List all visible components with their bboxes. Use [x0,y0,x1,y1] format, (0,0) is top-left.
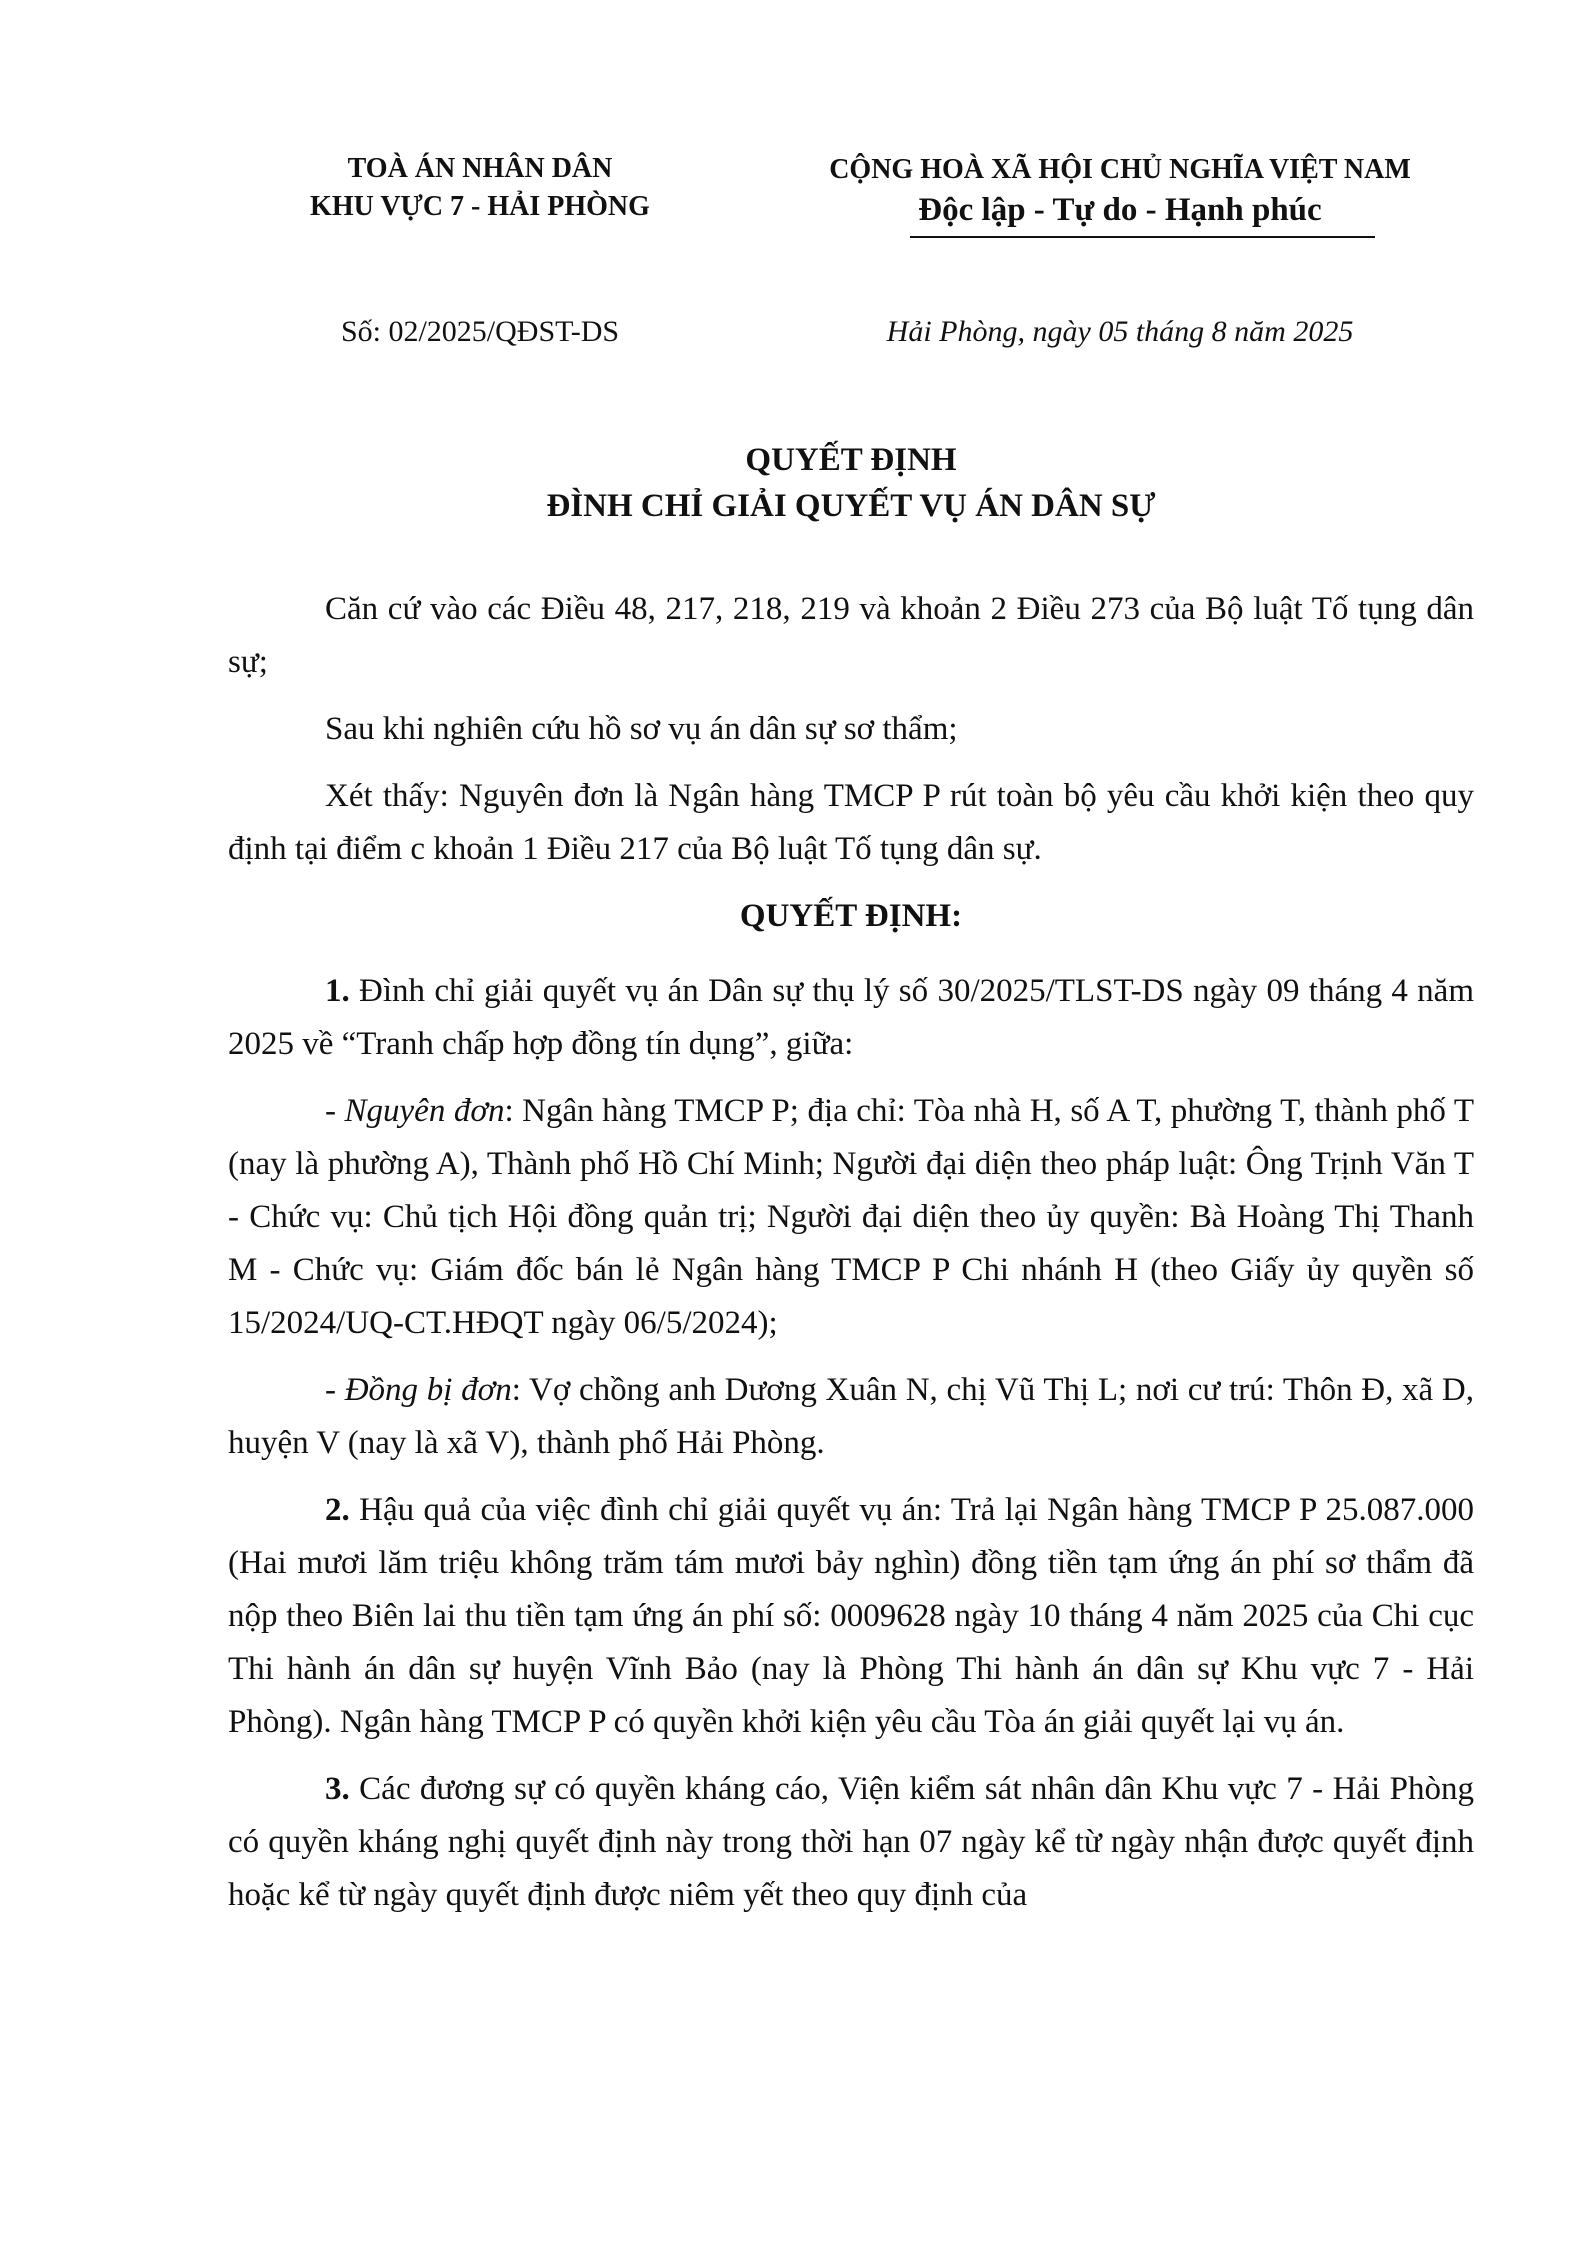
court-region: KHU VỰC 7 - HẢI PHÒNG [310,191,650,222]
decision-item-3 [228,1763,1474,1922]
national-motto: Độc lập - Tự do - Hạnh phúc [918,192,1322,228]
defendant-details: : Vợ chồng anh Dương Xuân N, chị Vũ Thị L; nơi cư trú: Thôn Đ, xã D, huyện V (nay là xã V), thành phố Hải Phòng. [228,1372,1474,1461]
national-header [770,150,1470,230]
nation-name: CỘNG HOÀ XÃ HỘI CHỦ NGHĨA VIỆT NAM [829,154,1411,185]
dash: - [325,1372,345,1408]
document-body [228,583,1474,1936]
item-text: Đình chỉ giải quyết vụ án Dân sự thụ lý số 30/2025/TLST-DS ngày 09 tháng 4 năm 2025 về “Tranh chấp hợp đồng tín dụng”, giữa: [228,973,1474,1062]
item-number: 3. [325,1771,350,1807]
plaintiff-paragraph [228,1085,1474,1350]
motto-underline [910,236,1375,238]
defendant-paragraph [228,1364,1474,1470]
document-title [228,437,1474,529]
plaintiff-label: Nguyên đơn [344,1093,505,1129]
place-date: Hải Phòng, ngày 05 tháng 8 năm 2025 [886,315,1354,348]
item-text: Hậu quả của việc đình chỉ giải quyết vụ án: Trả lại Ngân hàng TMCP P 25.087.000 (Hai mươi lăm triệu không trăm tám mươi bảy nghìn) đồng tiền tạm ứng án phí sơ thẩm đã nộp theo Biên lai thu tiền tạm ứng án phí số: 0009628 ngày 10 tháng 4 năm 2025 của Chi cục Thi hành án dân sự huyện Vĩnh Bảo (nay là Phòng Thi hành án dân sự Khu vực 7 - Hải Phòng). Ngân hàng TMCP P có quyền khởi kiện yêu cầu Tòa án giải quyết lại vụ án. [228,1492,1474,1740]
reference-number: Số: 02/2025/QĐST-DS [340,315,620,348]
plaintiff-details: : Ngân hàng TMCP P; địa chỉ: Tòa nhà H, số A T, phường T, thành phố T (nay là phường A), Thành phố Hồ Chí Minh; Người đại diện theo pháp luật: Ông Trịnh Văn T - Chức vụ: Chủ tịch Hội đồng quản trị; Người đại diện theo ủy quyền: Bà Hoàng Thị Thanh M - Chức vụ: Giám đốc bán lẻ Ngân hàng TMCP P Chi nhánh H (theo Giấy ủy quyền số 15/2024/UQ-CT.HĐQT ngày 06/5/2024); [228,1093,1474,1341]
item-number: 2. [325,1492,350,1528]
title-line-1: QUYẾT ĐỊNH [745,442,957,478]
review-paragraph: Sau khi nghiên cứu hồ sơ vụ án dân sự sơ thẩm; [325,711,958,747]
dash: - [325,1093,345,1129]
decision-heading: QUYẾT ĐỊNH: [739,898,963,934]
title-line-2: ĐÌNH CHỈ GIẢI QUYẾT VỤ ÁN DÂN SỰ [546,488,1156,524]
item-number: 1. [325,973,350,1009]
court-name: TOÀ ÁN NHÂN DÂN [347,153,613,184]
court-header [255,150,705,226]
defendant-label: Đồng bị đơn [344,1372,512,1408]
decision-item-1 [228,965,1474,1071]
legal-basis-paragraph: Căn cứ vào các Điều 48, 217, 218, 219 và khoản 2 Điều 273 của Bộ luật Tố tụng dân sự; [228,591,1474,680]
item-text: Các đương sự có quyền kháng cáo, Viện kiểm sát nhân dân Khu vực 7 - Hải Phòng có quyền kháng nghị quyết định này trong thời hạn 07 ngày kể từ ngày nhận được quyết định hoặc kể từ ngày quyết định được niêm yết theo quy định của [228,1771,1474,1913]
decision-item-2 [228,1484,1474,1749]
consideration-paragraph: Xét thấy: Nguyên đơn là Ngân hàng TMCP P rút toàn bộ yêu cầu khởi kiện theo quy định tại điểm c khoản 1 Điều 217 của Bộ luật Tố tụng dân sự. [228,778,1474,867]
